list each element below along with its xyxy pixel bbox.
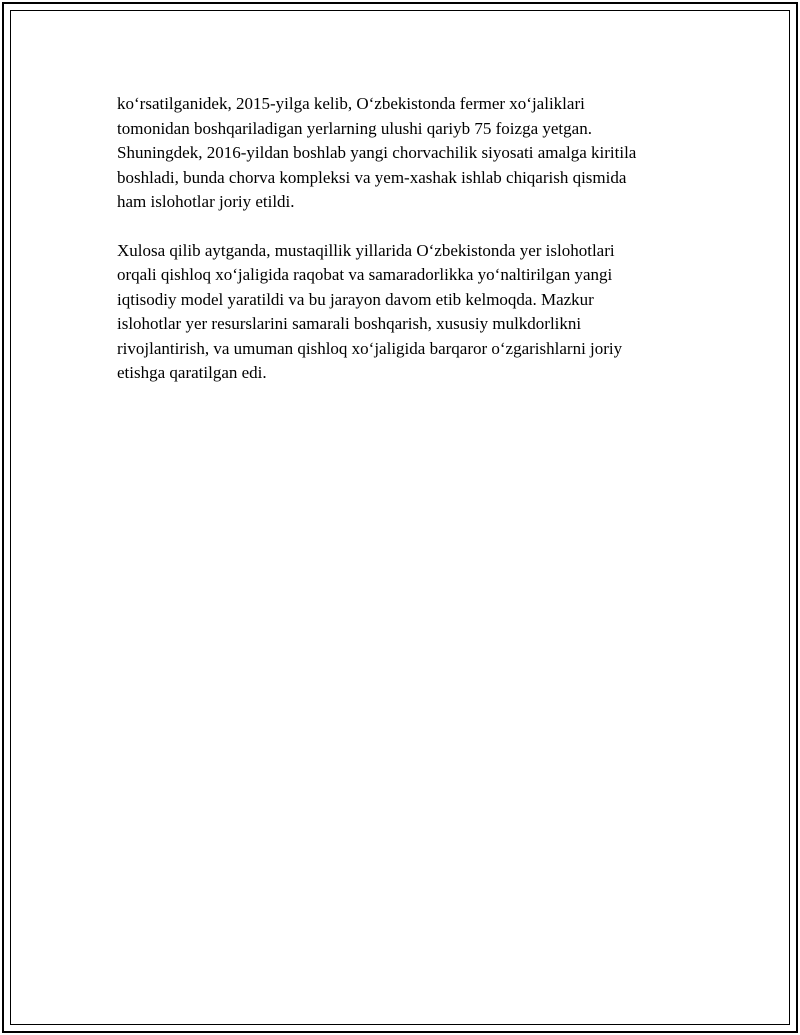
text-line: ham islohotlar joriy etildi. — [117, 192, 295, 211]
text-line: Xulosa qilib aytganda, mustaqillik yillarida Oʻzbekistonda yer islohotlari — [117, 240, 615, 260]
text-line: rivojlantirish, va umuman qishloq xoʻjaligida barqaror oʻzgarishlarni joriy — [117, 338, 623, 358]
text-line: boshladi, bunda chorva kompleksi va yem-xashak ishlab chiqarish qismida — [117, 167, 627, 187]
text-line: orqali qishloq xoʻjaligida raqobat va samaradorlikka yoʻnaltirilgan yangi — [117, 265, 613, 284]
text-line: tomonidan boshqariladigan yerlarning ulushi qariyb 75 foizga yetgan. — [117, 118, 592, 138]
paragraph-1 — [117, 92, 692, 215]
text-line: islohotlar yer resurslarini samarali boshqarish, xususiy mulkdorlikni — [117, 314, 582, 333]
paragraph-2 — [117, 239, 692, 386]
text-line: Shuningdek, 2016-yildan boshlab yangi chorvachilik siyosati amalga kiritila — [117, 143, 637, 162]
text-line: koʻrsatilganidek, 2015-yilga kelib, Oʻzbekistonda fermer xoʻjaliklari — [117, 94, 585, 113]
text-line: iqtisodiy model yaratildi va bu jarayon davom etib kelmoqda. Mazkur — [117, 289, 594, 309]
text-line: etishga qaratilgan edi. — [117, 363, 267, 382]
document-body — [117, 92, 692, 410]
